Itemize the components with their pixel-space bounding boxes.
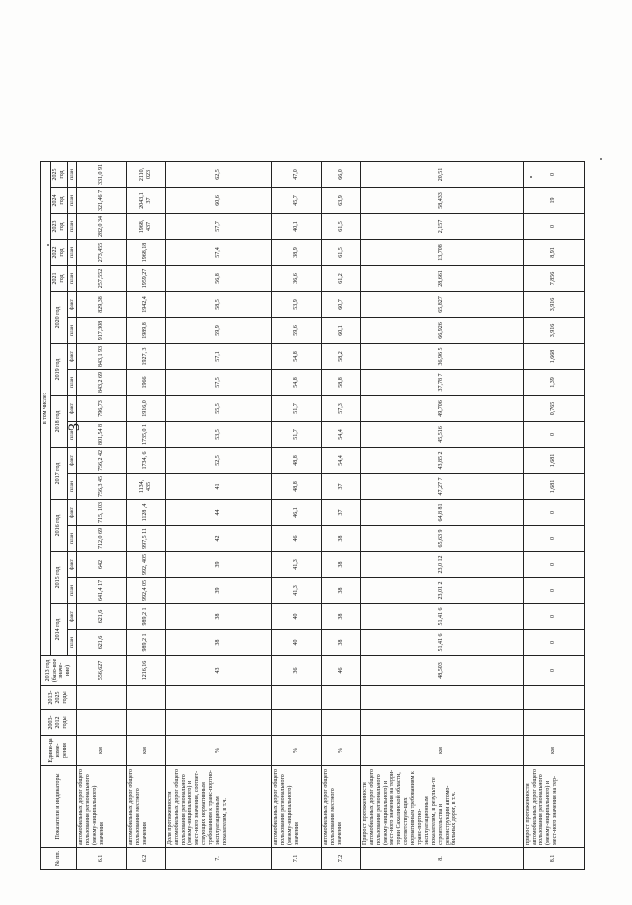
row-2013-base: 36 <box>272 656 322 686</box>
header-fact: факт <box>67 448 76 474</box>
header-fact: факт <box>67 552 76 578</box>
row-2013-2025 <box>127 686 166 710</box>
scan-speck <box>600 158 602 160</box>
row-value: 1959,27 <box>127 266 166 292</box>
row-value: 989,2 1 <box>127 630 166 656</box>
row-2013-2025 <box>360 686 523 710</box>
row-value: 1,681 <box>523 474 584 500</box>
header-plan: план <box>67 422 76 448</box>
row-value: 41,3 <box>272 578 322 604</box>
row-value: 54,4 <box>322 422 361 448</box>
header-plan: план <box>67 214 76 240</box>
row-value: 61,2 <box>322 266 361 292</box>
row-value: 621,6 <box>76 604 126 630</box>
row-value: 20,51 <box>360 161 523 187</box>
row-value: 39 <box>165 578 271 604</box>
row-num: 7.1 <box>272 848 322 870</box>
row-value: 40 <box>272 630 322 656</box>
row-value: 1128 ,4 <box>127 500 166 526</box>
row-value: 45,516 <box>360 422 523 448</box>
header-plan: план <box>67 630 76 656</box>
row-value: 41,3 <box>272 552 322 578</box>
row-value: 43,85 2 <box>360 448 523 474</box>
row-value: 41 <box>165 474 271 500</box>
header-fact: факт <box>67 396 76 422</box>
row-value: 53,5 <box>165 422 271 448</box>
row-value: 642 <box>76 552 126 578</box>
row-value: 57,3 <box>322 396 361 422</box>
row-2003-2012 <box>322 710 361 736</box>
table-row <box>165 0 271 870</box>
row-2003-2012 <box>76 710 126 736</box>
row-value: 19 <box>523 188 584 214</box>
row-value: 37 <box>322 474 361 500</box>
row-num: 7. <box>165 848 271 870</box>
row-2003-2012 <box>360 710 523 736</box>
row-value: 0 <box>523 500 584 526</box>
row-indicator: Доля протяженности автомобильных дорог общего пользования регионального (межму-ниципального) и мест-ного значения, соответ-ствующих нормативным требованиям к транс-портно-эксплуатационным показателям, в т.ч. <box>165 766 271 848</box>
row-2013-2025 <box>165 686 271 710</box>
row-value: 51,7 <box>272 422 322 448</box>
header-year: 2015 год <box>50 552 67 604</box>
row-value: 0 <box>523 552 584 578</box>
row-value: 801,54 8 <box>76 422 126 448</box>
header-plan: план <box>67 318 76 344</box>
header-plan: план <box>67 474 76 500</box>
row-value: 282,0 34 <box>76 214 126 240</box>
row-value: 54,8 <box>272 344 322 370</box>
scan-speck <box>530 176 532 178</box>
row-value: 47,27 7 <box>360 474 523 500</box>
row-value: 2,157 <box>360 214 523 240</box>
row-value: 0,765 <box>523 396 584 422</box>
table-row <box>523 0 584 870</box>
row-2013-2025 <box>76 686 126 710</box>
row-value: 51,7 <box>272 396 322 422</box>
row-2013-base: 43 <box>165 656 271 686</box>
row-2013-base: 1216,16 <box>127 656 166 686</box>
row-value: 47,0 <box>272 161 322 187</box>
row-value: 0 <box>523 604 584 630</box>
row-value: 23,0 12 <box>360 552 523 578</box>
row-value: 39 <box>165 552 271 578</box>
row-indicator: автомобильных дорог общего пользования местного значения <box>127 766 166 848</box>
row-value: 40,1 <box>272 214 322 240</box>
row-value: 756,3 45 <box>76 474 126 500</box>
row-value: 7,856 <box>523 266 584 292</box>
row-value: 51,41 6 <box>360 604 523 630</box>
row-value: 61,5 <box>322 240 361 266</box>
row-value: 0 <box>523 630 584 656</box>
row-value: 1134, 435 <box>127 474 166 500</box>
row-2003-2012 <box>272 710 322 736</box>
row-value: 0 <box>523 422 584 448</box>
row-value: 54,4 <box>322 448 361 474</box>
row-value: 1942,4 <box>127 292 166 318</box>
row-2013-base: 48,503 <box>360 656 523 686</box>
row-value: 60,1 <box>322 318 361 344</box>
row-num: 6.2 <box>127 848 166 870</box>
row-value: 38 <box>322 578 361 604</box>
header-fact: факт <box>67 344 76 370</box>
row-value: 45,7 <box>272 188 322 214</box>
row-value: 2110, 023 <box>127 161 166 187</box>
row-num: 6.1 <box>76 848 126 870</box>
row-2013-2025 <box>322 686 361 710</box>
row-unit: % <box>272 736 322 766</box>
row-value: 1968,18 <box>127 240 166 266</box>
row-value: 796,73 <box>76 396 126 422</box>
header-year: 2024 год <box>50 188 67 214</box>
row-2013-base: 46 <box>322 656 361 686</box>
row-value: 57,5 <box>165 370 271 396</box>
row-unit: км <box>523 736 584 766</box>
row-value: 1735,0 1 <box>127 422 166 448</box>
row-value: 49,706 <box>360 396 523 422</box>
row-value: 23,01 2 <box>360 578 523 604</box>
row-value: 54,8 <box>272 370 322 396</box>
row-value: 756,2 42 <box>76 448 126 474</box>
row-value: 60,7 <box>322 292 361 318</box>
row-unit: % <box>165 736 271 766</box>
row-value: 321,46 7 <box>76 188 126 214</box>
row-indicator: автомобильных дорог общего пользования регионального (межму-ниципального) значения <box>272 766 322 848</box>
row-value: 0 <box>523 578 584 604</box>
row-value: 1989,8 <box>127 318 166 344</box>
row-2013-base: 556,627 <box>76 656 126 686</box>
row-value: 843,1 93 <box>76 344 126 370</box>
row-value: 1916,0 <box>127 396 166 422</box>
row-value: 1,681 <box>523 448 584 474</box>
row-value: 641,4 17 <box>76 578 126 604</box>
row-value: 66,926 <box>360 318 523 344</box>
row-value: 2043,1 37 <box>127 188 166 214</box>
row-unit: км <box>127 736 166 766</box>
header-2013-2025: 2013-2025 годы <box>41 686 77 710</box>
row-value: 38 <box>322 604 361 630</box>
row-value: 13,708 <box>360 240 523 266</box>
table-row <box>322 0 361 870</box>
row-num: 8.1 <box>523 848 584 870</box>
row-2013-base: 0 <box>523 656 584 686</box>
header-year: 2025 год <box>50 161 67 187</box>
row-value: 59,9 <box>165 318 271 344</box>
row-2013-2025 <box>523 686 584 710</box>
row-value: 58,5 <box>165 292 271 318</box>
row-value: 36,96 5 <box>360 344 523 370</box>
row-value: 57,4 <box>165 240 271 266</box>
row-value: 3,916 <box>523 292 584 318</box>
header-year: 2022 год <box>50 240 67 266</box>
header-year: 2021 год <box>50 266 67 292</box>
header-plan: план <box>67 188 76 214</box>
scan-speck <box>47 244 49 246</box>
header-year: 2018 год <box>50 396 67 448</box>
row-value: 257,552 <box>76 266 126 292</box>
row-value: 52,5 <box>165 448 271 474</box>
row-value: 63,9 <box>322 188 361 214</box>
row-value: 51,41 6 <box>360 630 523 656</box>
row-value: 38 <box>322 552 361 578</box>
row-value: 331,0 91 <box>76 161 126 187</box>
row-value: 37 <box>322 500 361 526</box>
row-value: 55,5 <box>165 396 271 422</box>
row-value: 3,916 <box>523 318 584 344</box>
header-fact: факт <box>67 500 76 526</box>
table-row <box>272 0 322 870</box>
row-value: 1966 <box>127 370 166 396</box>
row-2003-2012 <box>165 710 271 736</box>
row-value: 37,78 7 <box>360 370 523 396</box>
row-value: 40 <box>272 604 322 630</box>
header-year: 2014 год <box>50 604 67 656</box>
row-value: 57,1 <box>165 344 271 370</box>
row-value: 64,8 81 <box>360 500 523 526</box>
header-plan: план <box>67 240 76 266</box>
row-value: 48,8 <box>272 474 322 500</box>
header-in-that-number: в том числе: <box>41 161 51 655</box>
row-value: 38 <box>322 630 361 656</box>
header-plan: план <box>67 161 76 187</box>
header-year: 2020 год <box>50 292 67 344</box>
table-row <box>76 0 126 870</box>
row-value: 712,0 69 <box>76 526 126 552</box>
row-value: 28,661 <box>360 266 523 292</box>
row-value: 0 <box>523 214 584 240</box>
row-value: 917,308 <box>76 318 126 344</box>
row-value: 60,6 <box>165 188 271 214</box>
header-plan: план <box>67 526 76 552</box>
header-year: 2017 год <box>50 448 67 500</box>
row-indicator: Прирост протяженности автомобильных дорог общего пользования регионального (межму-ниципального) и мест-ного значения на терри-тории Сахалинской области, соответствую-щих нормативным требованиям к транс-портно-эксплуатационным показателям, в результа-те строительства и реконструкции автомо-бильных дорог, в т.ч. <box>360 766 523 848</box>
row-indicator: автомобильных дорог общего пользования регионального (межму-ниципального) значения <box>76 766 126 848</box>
row-value: 992, 405 <box>127 552 166 578</box>
row-value: 66,0 <box>322 161 361 187</box>
row-value: 621,6 <box>76 630 126 656</box>
row-value: 59,6 <box>272 318 322 344</box>
row-value: 61,5 <box>322 214 361 240</box>
row-indicator: прирост протяженности автомобильных дорог общего пользования регионального (межму-ниципального) и мест-ного значения на тер- <box>523 766 584 848</box>
row-value: 58,433 <box>360 188 523 214</box>
row-value: 38,9 <box>272 240 322 266</box>
row-value: 715, 103 <box>76 500 126 526</box>
row-value: 38 <box>165 604 271 630</box>
indicators-table <box>40 0 585 870</box>
row-value: 829,38 <box>76 292 126 318</box>
header-2013-base: 2013 год (базо-вое значе-ние) <box>41 656 77 686</box>
table-row <box>360 0 523 870</box>
row-num: 7.2 <box>322 848 361 870</box>
row-value: 42 <box>165 526 271 552</box>
header-year: 2019 год <box>50 344 67 396</box>
header-fact: факт <box>67 292 76 318</box>
header-unit: Едини-ца изме-рения <box>41 736 77 766</box>
row-2003-2012 <box>127 710 166 736</box>
header-plan: план <box>67 266 76 292</box>
row-value: 992,4 05 <box>127 578 166 604</box>
header-year: 2023 год <box>50 214 67 240</box>
row-value: 58,8 <box>322 370 361 396</box>
header-fact: факт <box>67 604 76 630</box>
row-value: 989,2 1 <box>127 604 166 630</box>
row-value: 62,5 <box>165 161 271 187</box>
header-plan: план <box>67 578 76 604</box>
row-value: 36,6 <box>272 266 322 292</box>
row-value: 44 <box>165 500 271 526</box>
row-value: 997,5 11 <box>127 526 166 552</box>
row-value: 46,1 <box>272 500 322 526</box>
row-value: 1968, 437 <box>127 214 166 240</box>
row-value: 843,2 69 <box>76 370 126 396</box>
table-row <box>127 0 166 870</box>
page-number: 3 <box>66 423 83 431</box>
row-unit: км <box>360 736 523 766</box>
row-value: 273,455 <box>76 240 126 266</box>
row-2003-2012 <box>523 710 584 736</box>
row-num: 8. <box>360 848 523 870</box>
row-value: 58,2 <box>322 344 361 370</box>
row-value: 0 <box>523 526 584 552</box>
row-value: 38 <box>165 630 271 656</box>
header-indicator: Показатели и индикаторы <box>41 766 77 848</box>
row-value: 65,63 9 <box>360 526 523 552</box>
row-value: 53,9 <box>272 292 322 318</box>
row-value: 0 <box>523 161 584 187</box>
row-indicator: автомобильных дорог общего пользования местного значения <box>322 766 361 848</box>
row-value: 1734, 6 <box>127 448 166 474</box>
row-value: 1927, 3 <box>127 344 166 370</box>
header-year: 2016 год <box>50 500 67 552</box>
row-2013-2025 <box>272 686 322 710</box>
row-unit: % <box>322 736 361 766</box>
header-num: № пп. <box>41 848 77 870</box>
row-value: 8,91 <box>523 240 584 266</box>
row-value: 56,8 <box>165 266 271 292</box>
row-unit: км <box>76 736 126 766</box>
row-value: 46 <box>272 526 322 552</box>
row-value: 48,8 <box>272 448 322 474</box>
row-value: 1,39 <box>523 370 584 396</box>
row-value: 65,827 <box>360 292 523 318</box>
row-value: 38 <box>322 526 361 552</box>
header-plan: план <box>67 370 76 396</box>
rotated-table-container <box>40 10 585 870</box>
row-value: 1,668 <box>523 344 584 370</box>
row-value: 57,7 <box>165 214 271 240</box>
header-2003-2012: 2003-2012 годы <box>41 710 77 736</box>
